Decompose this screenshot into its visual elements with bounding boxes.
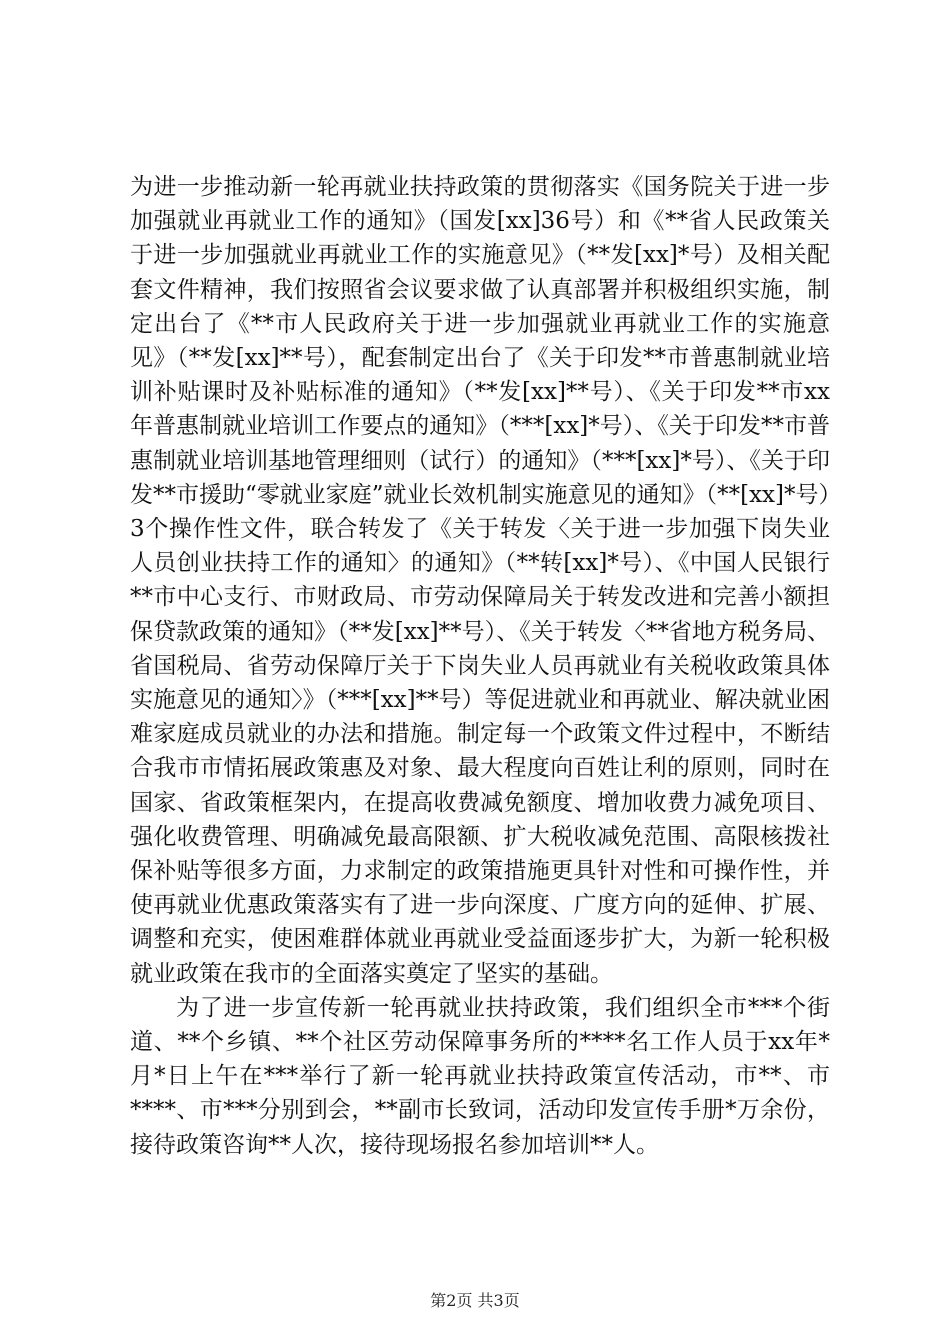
page-footer: 第2页 共3页 — [430, 1291, 520, 1310]
paragraph-publicity-activity: 为了进一步宣传新一轮再就业扶持政策，我们组织全市***个街道、**个乡镇、**个社区劳动保障事务所的****名工作人员于xx年*月*日上午在***举行了新一轮再就业扶持政策宣传活动，市**、市****、市***分别到会，**副市长致词，活动印发宣传手册*万余份，接待政策咨询**人次，接待现场报名参加培训**人。 — [130, 994, 830, 1158]
paragraph-policy-documents: 为进一步推动新一轮再就业扶持政策的贯彻落实《国务院关于进一步加强就业再就业工作的通知》（国发[xx]36号）和《**省人民政策关于进一步加强就业再就业工作的实施意见》（**发[xx]*号）及相关配套文件精神，我们按照省会议要求做了认真部署并积极组织实施，制定出台了《**市人民政府关于进一步加强就业再就业工作的实施意见》（**发[xx]**号），配套制定出台了《关于印发**市普惠制就业培训补贴课时及补贴标准的通知》（**发[xx]**号）、《关于印发**市xx年普惠制就业培训工作要点的通知》（***[xx]*号）、《关于印发**市普惠制就业培训基地管理细则（试行）的通知》（***[xx]*号）、《关于印发**市援助“零就业家庭”就业长效机制实施意见的通知》（**[xx]*号）3个操作性文件，联合转发了《关于转发〈关于进一步加强下岗失业人员创业扶持工作的通知〉的通知》（**转[xx]*号）、《中国人民银行**市中心支行、市财政局、市劳动保障局关于转发改进和完善小额担保贷款政策的通知》（**发[xx]**号）、《关于转发〈**省地方税务局、省国税局、省劳动保障厅关于下岗失业人员再就业有关税收政策具体实施意见的通知〉》（***[xx]**号）等促进就业和再就业、解决就业困难家庭成员就业的办法和措施。制定每一个政策文件过程中，不断结合我市市情拓展政策惠及对象、最大程度向百姓让利的原则，同时在国家、省政策框架内，在提高收费减免额度、增加收费力减免项目、强化收费管理、明确减免最高限额、扩大税收减免范围、高限核拨社保补贴等很多方面，力求制定的政策措施更具针对性和可操作性，并使再就业优惠政策落实有了进一步向深度、广度方向的延伸、扩展、调整和充实，使困难群体就业再就业受益面逐步扩大，为新一轮积极就业政策在我市的全面落实奠定了坚实的基础。 — [130, 174, 830, 987]
body-text — [130, 170, 830, 1162]
